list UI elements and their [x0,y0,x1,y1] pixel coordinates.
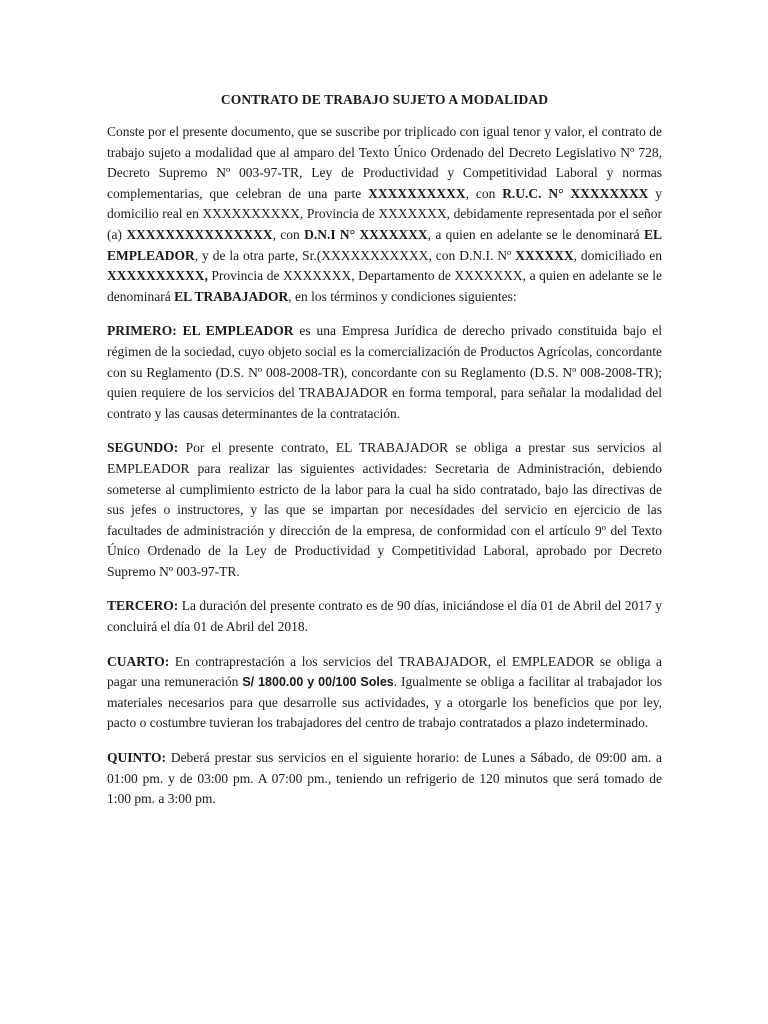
intro-text: , a quien en adelante se le denominará [427,226,644,242]
worker-term: EL TRABAJADOR [174,288,289,304]
clause-quinto [107,748,662,810]
clause-label: CUARTO: [107,653,170,669]
representative-dni: D.N.I N° XXXXXXX [304,226,428,242]
employer-name: XXXXXXXXXX [368,185,466,201]
intro-text: y domicilio real en XXXXXXXXXX, Provincia de XXXXXXX, debidamente representada por el señor (a) [107,185,663,242]
clause-text: En contraprestación a los servicios del TRABAJADOR, el EMPLEADOR se obliga a pagar una remuneración [107,653,662,690]
employer-term: EL EMPLEADOR [107,226,662,263]
document-page [107,90,662,824]
document-title: CONTRATO DE TRABAJO SUJETO A MODALIDAD [220,92,549,107]
representative-name: XXXXXXXXXXXXXXX [126,226,273,242]
clause-text: Por el presente contrato, EL TRABAJADOR se obliga a prestar sus servicios al EMPLEADOR para realizar las siguientes actividades: Secretaria de Administración, debiendo someterse al cumplimiento estricto de la labor para la cual ha sido contratado, bajo las directivas de sus jefes o instructores, y las que se impartan por necesidades del servicio en ejercicio de las facultades de administración y dirección de la empresa, de conformidad con el artículo 9º del Texto Único Ordenado de la Ley de Productividad y Competitividad Laboral, aprobado por Decreto Supremo Nº 003-97-TR. [107,440,662,579]
intro-text: Provincia de XXXXXXX, Departamento de XXXXXXX, a quien en adelante se le denominará [107,268,662,304]
clause-segundo [107,438,662,582]
intro-paragraph [107,122,662,307]
intro-text: , y de la otra parte, Sr.(XXXXXXXXXXX, con D.N.I. Nº [194,247,516,263]
clause-label: SEGUNDO: [107,440,179,456]
worker-address: XXXXXXXXXX, [107,268,208,284]
clause-label: QUINTO: [107,750,167,766]
intro-text: , con [272,226,305,242]
clause-cuarto [107,652,662,734]
clause-text: La duración del presente contrato es de 90 días, iniciándose el día 01 de Abril del 2017 y concluirá el día 01 de Abril del 2018. [107,598,662,635]
intro-text: , domiciliado en [573,247,662,263]
clause-text: Deberá prestar sus servicios en el siguiente horario: de Lunes a Sábado, de 09:00 am. a 01:00 pm. y de 03:00 pm. A 07:00 pm., teniendo un refrigerio de 120 minutos que será tomado de 1:00 pm. a 3:00 pm. [107,750,662,807]
clause-text: es una Empresa Jurídica de derecho privado constituida bajo el régimen de la sociedad, cuyo objeto social es la comercialización de Productos Agrícolas, concordante con su Reglamento (D.S. Nº 008-2008-TR), concordante con su Reglamento (D.S. Nº 008-2008-TR); quien requiere de los servicios del TRABAJADOR en forma temporal, para señalar la modalidad del contrato y las causas determinantes de la contratación. [107,323,662,421]
intro-text: , con [465,185,503,201]
clause-label: TERCERO: [107,598,179,614]
worker-dni: XXXXXX [515,247,574,263]
clause-tercero [107,596,662,637]
clause-primero [107,321,662,424]
employer-ruc: R.U.C. N° XXXXXXXX [502,185,649,201]
clause-text: . Igualmente se obliga a facilitar al trabajador los materiales necesarios para que desarrolle sus actividades, y a otorgarle los beneficios que por ley, pacto o costumbre tuvieran los trabajadores del centro de trabajo contratados a plazo indeterminado. [107,674,662,731]
clause-label: PRIMERO: EL EMPLEADOR [107,323,294,339]
salary-amount: S/ 1800.00 y 00/100 Soles [242,675,394,690]
intro-text: Conste por el presente documento, que se suscribe por triplicado con igual tenor y valor, el contrato de trabajo sujeto a modalidad que al amparo del Texto Único Ordenado del Decreto Legislativo Nº 728, Decreto Supremo Nº 003-97-TR, Ley de Productividad y Competitividad Laboral y normas complementarias, que celebran de una parte [107,124,662,201]
intro-text: , en los términos y condiciones siguientes: [288,288,517,304]
